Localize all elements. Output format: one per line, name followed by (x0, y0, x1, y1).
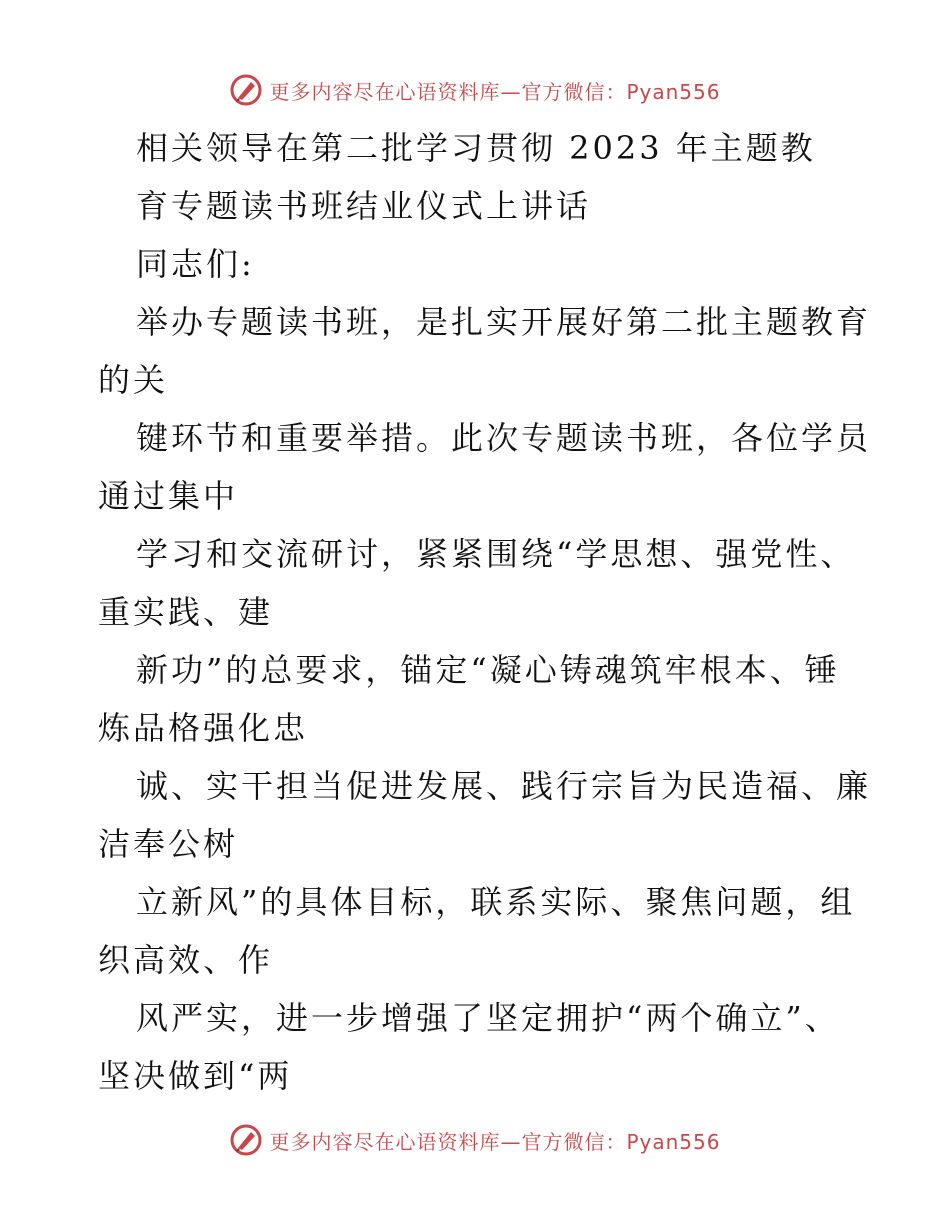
paragraph-line: 键环节和重要举措。此次专题读书班，各位学员 (136, 419, 872, 457)
paragraph-line: 洁奉公树 (98, 825, 239, 863)
paragraph-line: 重实践、建 (98, 593, 274, 631)
watermark-text: 更多内容尽在心语资料库—官方微信：Pyan556 (269, 79, 721, 104)
paragraph-line: 坚决做到“两 (98, 1057, 293, 1095)
watermark-text: 更多内容尽在心语资料库—官方微信：Pyan556 (269, 1129, 721, 1154)
paragraph-line: 诚、实干担当促进发展、践行宗旨为民造福、廉 (136, 767, 872, 805)
document-title-line-1: 相关领导在第二批学习贯彻 2023 年主题教 (136, 129, 816, 167)
document-title-line-2: 育专题读书班结业仪式上讲话 (136, 187, 592, 225)
paragraph-line: 新功”的总要求，锚定“凝心铸魂筑牢根本、锤 (136, 651, 840, 689)
paragraph-line: 举办专题读书班，是扎实开展好第二批主题教育 (136, 303, 872, 341)
salutation: 同志们: (136, 245, 255, 283)
pen-logo-icon (229, 1123, 263, 1157)
paragraph-line: 织高效、作 (98, 941, 274, 979)
paragraph-line: 学习和交流研讨，紧紧围绕“学思想、强党性、 (136, 535, 856, 573)
paragraph-line: 炼品格强化忠 (98, 709, 309, 747)
pen-logo-icon (229, 73, 263, 107)
paragraph-line: 的关 (98, 361, 169, 399)
paragraph-line: 通过集中 (98, 477, 239, 515)
paragraph-line: 风严实，进一步增强了坚定拥护“两个确立”、 (136, 999, 840, 1037)
paragraph-line: 立新风”的具体目标，联系实际、聚焦问题，组 (136, 883, 856, 921)
footer-watermark (0, 1120, 950, 1160)
header-watermark (0, 70, 950, 110)
